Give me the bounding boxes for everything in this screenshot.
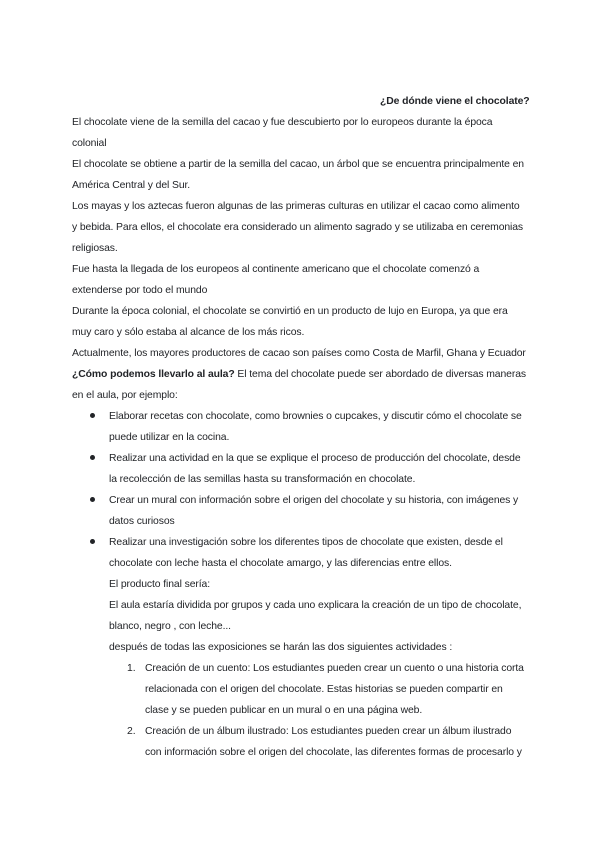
- text-line: América Central y del Sur.: [72, 180, 191, 191]
- list-item: Realizar una investigación sobre los diferentes tipos de chocolate que existen, desde el: [109, 537, 503, 548]
- text-line: colonial: [72, 138, 107, 149]
- text-line: extenderse por todo el mundo: [72, 285, 208, 296]
- question-text: El tema del chocolate puede ser abordado de diversas maneras: [234, 369, 526, 380]
- numbered-item: Creación de un cuento: Los estudiantes pueden crear un cuento o una historia corta: [145, 663, 524, 674]
- text-line: en el aula, por ejemplo:: [72, 390, 178, 401]
- text-line: El chocolate viene de la semilla del cacao y fue descubierto por lo europeos durante la época: [72, 117, 493, 128]
- text-line: después de todas las exposiciones se harán las dos siguientes actividades :: [109, 642, 453, 653]
- question-heading: ¿Cómo podemos llevarlo al aula?: [72, 369, 235, 380]
- list-number: 1.: [127, 663, 136, 674]
- text-line: blanco, negro , con leche...: [109, 621, 231, 632]
- text-line: Fue hasta la llegada de los europeos al continente americano que el chocolate comenzó a: [72, 264, 480, 275]
- bullet-icon: [90, 455, 95, 460]
- text-line: Los mayas y los aztecas fueron algunas de las primeras culturas en utilizar el cacao como alimento: [72, 201, 520, 212]
- list-item: datos curiosos: [109, 516, 175, 527]
- text-line: Actualmente, los mayores productores de cacao son países como Costa de Marfil, Ghana y Ecuador: [72, 348, 526, 359]
- numbered-item: relacionada con el origen del chocolate. Estas historias se pueden compartir en: [145, 684, 503, 695]
- numbered-item: con información sobre el origen del chocolate, las diferentes formas de procesarlo y: [145, 747, 522, 758]
- text-line: El producto final sería:: [109, 579, 210, 590]
- list-item: Realizar una actividad en la que se explique el proceso de producción del chocolate, desde: [109, 453, 521, 464]
- list-item: la recolección de las semillas hasta su transformación en chocolate.: [109, 474, 416, 485]
- text-line: religiosas.: [72, 243, 118, 254]
- bullet-icon: [90, 539, 95, 544]
- text-line: y bebida. Para ellos, el chocolate era considerado un alimento sagrado y se utilizaba en ceremonias: [72, 222, 524, 233]
- text-line: muy caro y sólo estaba al alcance de los más ricos.: [72, 327, 305, 338]
- text-line: El aula estaría dividida por grupos y cada uno explicara la creación de un tipo de chocolate,: [109, 600, 522, 611]
- list-item: chocolate con leche hasta el chocolate amargo, y las diferencias entre ellos.: [109, 558, 452, 569]
- list-number: 2.: [127, 726, 136, 737]
- list-item: Elaborar recetas con chocolate, como brownies o cupcakes, y discutir cómo el chocolate se: [109, 411, 522, 422]
- page-title: ¿De dónde viene el chocolate?: [380, 96, 530, 107]
- bullet-icon: [90, 497, 95, 502]
- list-item: puede utilizar en la cocina.: [109, 432, 230, 443]
- question-line: [72, 369, 526, 381]
- bullet-icon: [90, 413, 95, 418]
- numbered-item: clase y se pueden publicar en un mural o en una página web.: [145, 705, 423, 716]
- text-line: El chocolate se obtiene a partir de la semilla del cacao, un árbol que se encuentra principalmente en: [72, 159, 524, 170]
- list-item: Crear un mural con información sobre el origen del chocolate y su historia, con imágenes y: [109, 495, 519, 506]
- numbered-item: Creación de un álbum ilustrado: Los estudiantes pueden crear un álbum ilustrado: [145, 726, 512, 737]
- text-line: Durante la época colonial, el chocolate se convirtió en un producto de lujo en Europa, ya que era: [72, 306, 508, 317]
